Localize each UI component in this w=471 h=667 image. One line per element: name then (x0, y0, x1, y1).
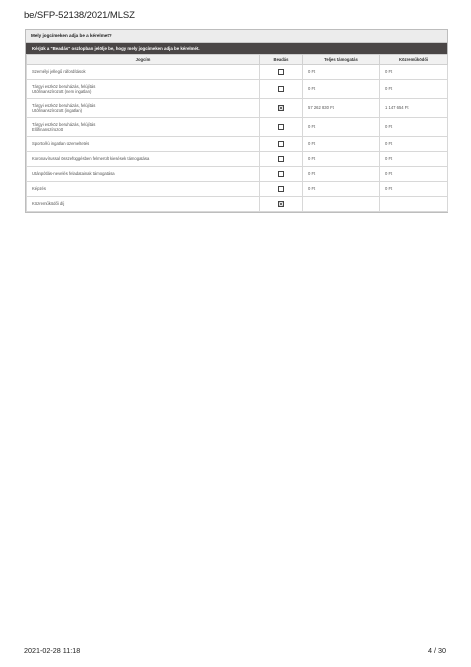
header-beadas: Beadás (260, 55, 303, 65)
jogcim-label: Személyi jellegű ráfordítások (32, 69, 86, 75)
kozremukodoi-cell: 0 Ft (380, 137, 448, 152)
jogcim-table (26, 54, 448, 212)
section-instruction: Kérjük a "Beadás" oszlopban jelölje be, hogy mely jogcímeken adja be kérelmét. (26, 43, 447, 54)
jogcim-label: Tárgyi eszköz beruházás, felújítás (32, 83, 96, 89)
table-row (27, 65, 448, 80)
jogcim-sublabel: Utófinanszírozott (ingatlan) (32, 108, 83, 113)
table-row (27, 118, 448, 137)
section-title: Mely jogcímeken adja be a kérelmet? (26, 30, 447, 43)
jogcim-cell (27, 137, 260, 152)
beadas-cell (260, 137, 303, 152)
beadas-checkbox[interactable] (278, 171, 284, 177)
table-body (27, 65, 448, 212)
beadas-cell (260, 167, 303, 182)
document-id: be/SFP-52138/2021/MLSZ (24, 10, 135, 21)
kozremukodoi-cell: 0 Ft (380, 65, 448, 80)
table-row (27, 137, 448, 152)
kozremukodoi-cell: 0 Ft (380, 167, 448, 182)
checkmark-x-icon (279, 202, 283, 206)
header-teljes-tamogatas: Teljes támogatás (303, 55, 380, 65)
jogcim-label: Sportcélú ingatlan üzemeltetés (32, 141, 90, 147)
footer-date: 2021-02-28 11:18 (24, 646, 81, 655)
beadas-cell (260, 80, 303, 99)
jogcim-cell (27, 182, 260, 197)
jogcim-sublabel: Utófinanszírozott (nem ingatlan) (32, 89, 92, 94)
kozremukodoi-cell: 0 Ft (380, 118, 448, 137)
table-row (27, 197, 448, 212)
table-row (27, 152, 448, 167)
table-row (27, 167, 448, 182)
jogcim-sublabel: Előfinanszírozott (32, 127, 63, 132)
kozremukodoi-cell: 0 Ft (380, 152, 448, 167)
beadas-checkbox[interactable] (278, 141, 284, 147)
teljes-tamogatas-cell: 0 Ft (303, 152, 380, 167)
jogcim-cell (27, 65, 260, 80)
jogcim-label: Tárgyi eszköz beruházás, felújítás (32, 102, 96, 108)
jogcim-label: Tárgyi eszköz beruházás, felújítás (32, 121, 96, 127)
beadas-cell (260, 118, 303, 137)
jogcim-label: Képzés (32, 186, 46, 192)
kozremukodoi-cell: 0 Ft (380, 80, 448, 99)
jogcim-cell (27, 99, 260, 118)
beadas-cell (260, 65, 303, 80)
jogcim-label: Utánpótlás-nevelés feladatainak támogatása (32, 171, 115, 177)
page-number: 4 / 30 (428, 646, 446, 655)
jogcim-label: Közreműködői díj (32, 201, 65, 207)
jogcim-cell (27, 80, 260, 99)
jogcim-cell (27, 118, 260, 137)
kozremukodoi-cell: 0 Ft (380, 182, 448, 197)
checkmark-x-icon (279, 106, 283, 110)
teljes-tamogatas-cell: 0 Ft (303, 80, 380, 99)
jogcim-cell (27, 167, 260, 182)
beadas-checkbox-checked[interactable] (278, 201, 284, 207)
jogcim-section (25, 29, 448, 213)
teljes-tamogatas-cell: 0 Ft (303, 118, 380, 137)
beadas-cell (260, 182, 303, 197)
beadas-cell (260, 152, 303, 167)
jogcim-cell (27, 197, 260, 212)
jogcim-cell (27, 152, 260, 167)
table-row (27, 80, 448, 99)
header-jogcim: Jogcím (27, 55, 260, 65)
kozremukodoi-cell: 1 147 654 Ft (380, 99, 448, 118)
teljes-tamogatas-cell: 0 Ft (303, 137, 380, 152)
beadas-checkbox-checked[interactable] (278, 105, 284, 111)
table-header-row (27, 55, 448, 65)
table-row (27, 182, 448, 197)
teljes-tamogatas-cell: 0 Ft (303, 167, 380, 182)
beadas-checkbox[interactable] (278, 86, 284, 92)
teljes-tamogatas-cell: 57 262 830 Ft (303, 99, 380, 118)
header-kozremukodoi: Közreműködői (380, 55, 448, 65)
beadas-checkbox[interactable] (278, 156, 284, 162)
jogcim-label: Koronavírussal összefüggésben felmerült kiesések támogatása (32, 156, 150, 162)
teljes-tamogatas-cell: 0 Ft (303, 65, 380, 80)
kozremukodoi-cell (380, 197, 448, 212)
beadas-checkbox[interactable] (278, 69, 284, 75)
teljes-tamogatas-cell: 0 Ft (303, 182, 380, 197)
beadas-checkbox[interactable] (278, 124, 284, 130)
table-row (27, 99, 448, 118)
beadas-cell (260, 99, 303, 118)
teljes-tamogatas-cell (303, 197, 380, 212)
beadas-checkbox[interactable] (278, 186, 284, 192)
beadas-cell (260, 197, 303, 212)
